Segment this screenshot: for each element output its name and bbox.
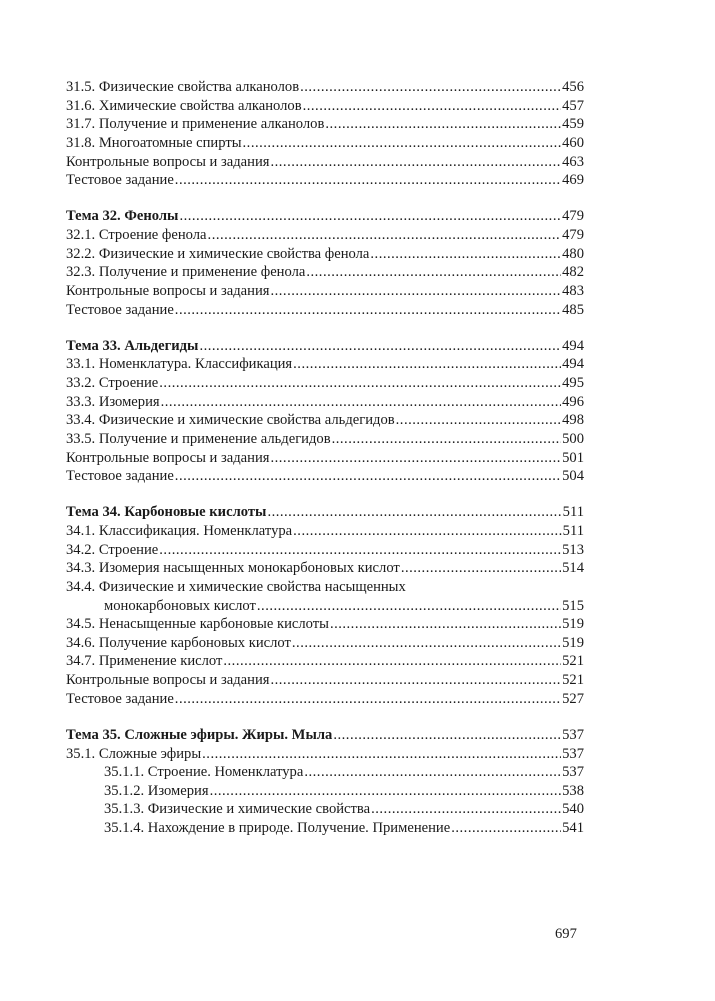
entry-page: 527 (562, 690, 584, 707)
leader-dots (257, 597, 561, 616)
toc-entry[interactable] (66, 449, 584, 468)
entry-page: 495 (562, 374, 584, 391)
entry-page: 537 (562, 745, 584, 762)
chapter-page: 479 (562, 208, 584, 225)
entry-title: 34.1. Классификация. Номенклатура (66, 522, 293, 539)
entry-page: 501 (562, 449, 584, 466)
entry-page: 479 (562, 226, 584, 243)
entry-title: 35.1.1. Строение. Номенклатура (104, 764, 304, 781)
toc-subentry[interactable] (66, 800, 584, 819)
toc-entry[interactable] (66, 430, 584, 449)
leader-dots (270, 671, 561, 690)
entry-page: 511 (562, 522, 584, 539)
entry-page: 463 (562, 153, 584, 170)
entry-title: 35.1.2. Изомерия (104, 782, 209, 799)
toc-section-31 (66, 78, 584, 190)
entry-title: Контрольные вопросы и задания (66, 282, 270, 299)
leader-dots (199, 337, 561, 356)
entry-title: 33.3. Изомерия (66, 393, 160, 410)
leader-dots (202, 745, 561, 764)
entry-title: 34.3. Изомерия насыщенных монокарбоновых кислот (66, 560, 400, 577)
leader-dots (175, 690, 561, 709)
toc-chapter-heading[interactable] (66, 337, 584, 356)
entry-title: 34.5. Ненасыщенные карбоновые кислоты (66, 616, 329, 633)
toc-entry[interactable] (66, 245, 584, 264)
chapter-page: 511 (562, 504, 584, 521)
toc-entry[interactable] (66, 282, 584, 301)
entry-title: Тестовое задание (66, 468, 174, 485)
entry-title: Тестовое задание (66, 690, 174, 707)
toc-entry[interactable] (66, 134, 584, 153)
chapter-title: Тема 34. Карбоновые кислоты (66, 504, 267, 521)
leader-dots (208, 226, 562, 245)
entry-title: 33.5. Получение и применение альдегидов (66, 430, 331, 447)
toc-entry[interactable] (66, 171, 584, 190)
toc-entry[interactable] (66, 467, 584, 486)
chapter-page: 494 (562, 337, 584, 354)
toc-entry[interactable] (66, 355, 584, 374)
entry-page: 485 (562, 301, 584, 318)
leader-dots (175, 467, 561, 486)
toc-section-35 (66, 726, 584, 838)
leader-dots (267, 503, 561, 522)
entry-title: 35.1. Сложные эфиры (66, 745, 202, 762)
leader-dots (210, 782, 562, 801)
entry-title: 31.7. Получение и применение алканолов (66, 116, 325, 133)
toc-entry[interactable] (66, 615, 584, 634)
toc-entry[interactable] (66, 671, 584, 690)
toc-entry[interactable] (66, 374, 584, 393)
entry-page: 480 (562, 245, 584, 262)
leader-dots (270, 282, 561, 301)
leader-dots (396, 411, 561, 430)
leader-dots (401, 559, 561, 578)
entry-page: 504 (562, 468, 584, 485)
toc-entry[interactable] (66, 78, 584, 97)
leader-dots (292, 634, 561, 653)
entry-title: Контрольные вопросы и задания (66, 153, 270, 170)
toc-entry[interactable] (66, 411, 584, 430)
entry-title: Контрольные вопросы и задания (66, 449, 270, 466)
entry-page: 498 (562, 412, 584, 429)
leader-dots (293, 355, 561, 374)
entry-page: 519 (562, 634, 584, 651)
entry-page: 483 (562, 282, 584, 299)
entry-page: 496 (562, 393, 584, 410)
entry-page: 456 (562, 79, 584, 95)
entry-page: 500 (562, 430, 584, 447)
entry-title: 32.1. Строение фенола (66, 226, 207, 243)
toc-chapter-heading[interactable] (66, 503, 584, 522)
leader-dots (370, 245, 561, 264)
toc-entry[interactable] (66, 153, 584, 172)
leader-dots (179, 207, 561, 226)
entry-title: 34.7. Применение кислот (66, 653, 223, 670)
entry-title: 35.1.4. Нахождение в природе. Получение. Применение (104, 820, 451, 837)
toc-subentry[interactable] (66, 819, 584, 838)
leader-dots (175, 171, 561, 190)
leader-dots (451, 819, 561, 838)
entry-page: 469 (562, 172, 584, 189)
leader-dots (270, 449, 561, 468)
leader-dots (330, 615, 561, 634)
entry-page: 540 (562, 801, 584, 818)
entry-title: 33.2. Строение (66, 374, 159, 391)
toc-section-34 (66, 503, 584, 708)
toc-entry[interactable] (66, 393, 584, 412)
page-number: 697 (555, 926, 577, 942)
leader-dots (159, 541, 561, 560)
toc-entry[interactable] (66, 263, 584, 282)
entry-title: 34.6. Получение карбоновых кислот (66, 634, 291, 651)
leader-dots (332, 430, 562, 449)
leader-dots (270, 153, 561, 172)
toc-entry[interactable] (66, 652, 584, 671)
toc-entry[interactable] (66, 115, 584, 134)
entry-page: 460 (562, 134, 584, 151)
entry-title: 32.3. Получение и применение фенола (66, 264, 306, 281)
toc-entry[interactable] (66, 97, 584, 116)
leader-dots (223, 652, 561, 671)
toc-subentry[interactable] (66, 782, 584, 801)
toc-chapter-heading[interactable] (66, 207, 584, 226)
chapter-title: Тема 35. Сложные эфиры. Жиры. Мыла (66, 726, 333, 743)
chapter-title: Тема 33. Альдегиды (66, 337, 199, 354)
entry-title: 31.6. Химические свойства алканолов (66, 97, 302, 114)
toc-subentry[interactable] (66, 763, 584, 782)
chapter-title: Тема 32. Фенолы (66, 208, 179, 225)
leader-dots (304, 763, 561, 782)
toc-entry[interactable] (66, 301, 584, 320)
table-of-contents (66, 78, 584, 855)
entry-title: 34.4. Физические и химические свойства насыщенных (66, 578, 406, 595)
entry-title: 33.4. Физические и химические свойства альдегидов (66, 412, 395, 429)
entry-page: 521 (562, 672, 584, 689)
entry-page: 537 (562, 764, 584, 781)
leader-dots (175, 301, 561, 320)
entry-title: 35.1.3. Физические и химические свойства (104, 801, 371, 818)
leader-dots (300, 78, 561, 97)
leader-dots (371, 800, 561, 819)
leader-dots (303, 97, 562, 116)
toc-entry[interactable] (66, 559, 584, 578)
toc-section-33 (66, 337, 584, 486)
entry-page: 538 (562, 782, 584, 799)
entry-page: 515 (562, 597, 584, 614)
leader-dots (333, 726, 561, 745)
leader-dots (293, 522, 561, 541)
toc-entry[interactable] (66, 745, 584, 764)
entry-page: 459 (562, 116, 584, 133)
leader-dots (325, 115, 561, 134)
entry-page: 519 (562, 616, 584, 633)
leader-dots (161, 393, 562, 412)
toc-entry-line-2 (66, 597, 584, 616)
entry-page: 513 (562, 541, 584, 558)
entry-title: Тестовое задание (66, 172, 174, 189)
toc-entry-multiline[interactable] (66, 578, 584, 615)
toc-entry[interactable] (66, 541, 584, 560)
entry-page: 514 (562, 560, 584, 577)
chapter-page: 537 (562, 726, 584, 743)
entry-title-continuation: монокарбоновых кислот (104, 597, 256, 614)
entry-page: 494 (562, 356, 584, 373)
toc-section-32 (66, 207, 584, 319)
toc-entry[interactable] (66, 690, 584, 709)
entry-title: 31.8. Многоатомные спирты (66, 134, 242, 151)
entry-page: 482 (562, 264, 584, 281)
toc-entry[interactable] (66, 226, 584, 245)
leader-dots (159, 374, 561, 393)
entry-title: 34.2. Строение (66, 541, 159, 558)
entry-title: 33.1. Номенклатура. Классификация (66, 356, 293, 373)
toc-entry[interactable] (66, 634, 584, 653)
entry-title: 32.2. Физические и химические свойства фенола (66, 245, 370, 262)
leader-dots (306, 263, 561, 282)
entry-title: Контрольные вопросы и задания (66, 672, 270, 689)
leader-dots (243, 134, 562, 153)
entry-page: 541 (562, 820, 584, 837)
entry-title: 31.5. Физические свойства алканолов (66, 79, 300, 95)
entry-title: Тестовое задание (66, 301, 174, 318)
toc-chapter-heading[interactable] (66, 726, 584, 745)
entry-page: 457 (562, 97, 584, 114)
toc-entry-line-1 (66, 578, 584, 597)
entry-page: 521 (562, 653, 584, 670)
toc-entry[interactable] (66, 522, 584, 541)
